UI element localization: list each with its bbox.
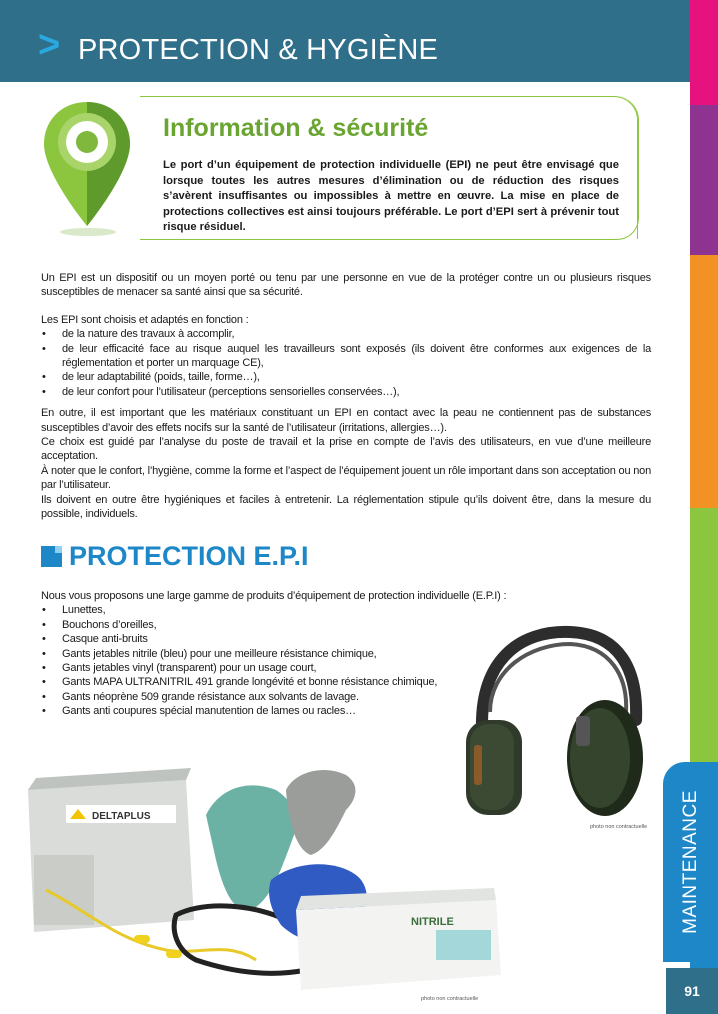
list-item: • de leur confort pour l’utilisateur (perceptions sensorielles conservées…), [41,385,651,399]
color-tab-purple [690,105,718,255]
paragraph: Ils doivent en outre être hygiéniques et faciles à entretenir. La réglementation stipule qu’ils doivent être, dans la mesure du possible, individuels. [41,493,651,521]
color-tab-pink [690,0,718,105]
page-header [0,0,690,82]
intro-text: Un EPI est un dispositif ou un moyen porté ou tenu par une personne en vue de la protéger contre un ou plusieurs risques susceptibles de menacer sa santé ainsi que sa sécurité. [41,272,651,299]
list-item: • Lunettes, [41,603,461,617]
chevron-icon: > [38,24,61,66]
ppe-products-image [26,760,506,1005]
photo-note: photo non contractuelle [421,996,479,1002]
square-bullet-icon [41,546,62,567]
list-item: • Bouchons d’oreilles, [41,618,461,632]
epi-list-block [41,589,507,719]
list-item: • Gants jetables vinyl (transparent) pour un usage court, [41,661,461,675]
list-item: • Casque anti-bruits [41,632,461,646]
section-tab-label: MAINTENANCE [679,790,701,934]
list-item: • Gants néoprène 509 grande résistance aux solvants de lavage. [41,690,461,704]
list-item: • Gants MAPA ULTRANITRIL 491 grande longévité et bonne résistance chimique, [41,675,461,689]
box-brand-label: DELTAPLUS [92,811,151,822]
list-item: • de leur adaptabilité (poids, taille, forme…), [41,370,651,384]
criteria-lead: Les EPI sont choisis et adaptés en fonction : [41,313,249,326]
glove-box-label: NITRILE [411,916,454,928]
list-item: • de la nature des travaux à accomplir, [41,327,651,341]
list-item: • de leur efficacité face au risque auquel les travailleurs sont exposés (ils doivent être conformes aux exigences de la réglementation et porter un marquage CE), [41,342,651,371]
info-title: Information & sécurité [163,114,429,142]
criteria-list [41,327,651,399]
info-text: Le port d’un équipement de protection individuelle (EPI) ne peut être envisagé que lorsque toutes les autres mesures d’élimination ou de réduction des risques s’avèrent insuffisantes ou impossibles à mettre en œuvre. La mise en place de protections collectives est ainsi toujours préférable. Le port d’EPI sert à prévenir tout risque résiduel. [163,159,619,234]
list-item: • Gants anti coupures spécial manutention de lames ou racles… [41,704,461,718]
list-item: • Gants jetables nitrile (bleu) pour une meilleure résistance chimique, [41,647,461,661]
section-heading [41,541,309,572]
section-tab-label-wrap [663,762,718,962]
page-number: 91 [666,968,718,1014]
paragraph: Ce choix est guidé par l’analyse du poste de travail et la prise en compte de l’avis des utilisateurs, en vue d’une meilleure acceptation. [41,436,651,463]
color-tab-orange [690,255,718,508]
intro-paragraph [41,271,651,522]
page-title: PROTECTION & HYGIÈNE [78,34,439,66]
paragraph: En outre, il est important que les matériaux constituant un EPI en contact avec la peau ne contiennent pas de substances susceptibles d’avoir des effets nocifs sur la santé de l’utilisateur (irritations, allergies…). [41,407,651,434]
photo-note: photo non contractuelle [590,824,648,830]
paragraph: À noter que le confort, l’hygiène, comme la forme et l’aspect de l’équipement jouent un rôle important dans son acceptation ou non par l’utilisateur. [41,464,651,492]
epi-lead: Nous vous proposons une large gamme de produits d’équipement de protection individuelle (E.P.I) : [41,590,507,602]
epi-list [41,603,461,718]
location-pin-icon [40,98,135,238]
section-heading-text: PROTECTION E.P.I [69,541,309,571]
color-tab-green [690,508,718,763]
